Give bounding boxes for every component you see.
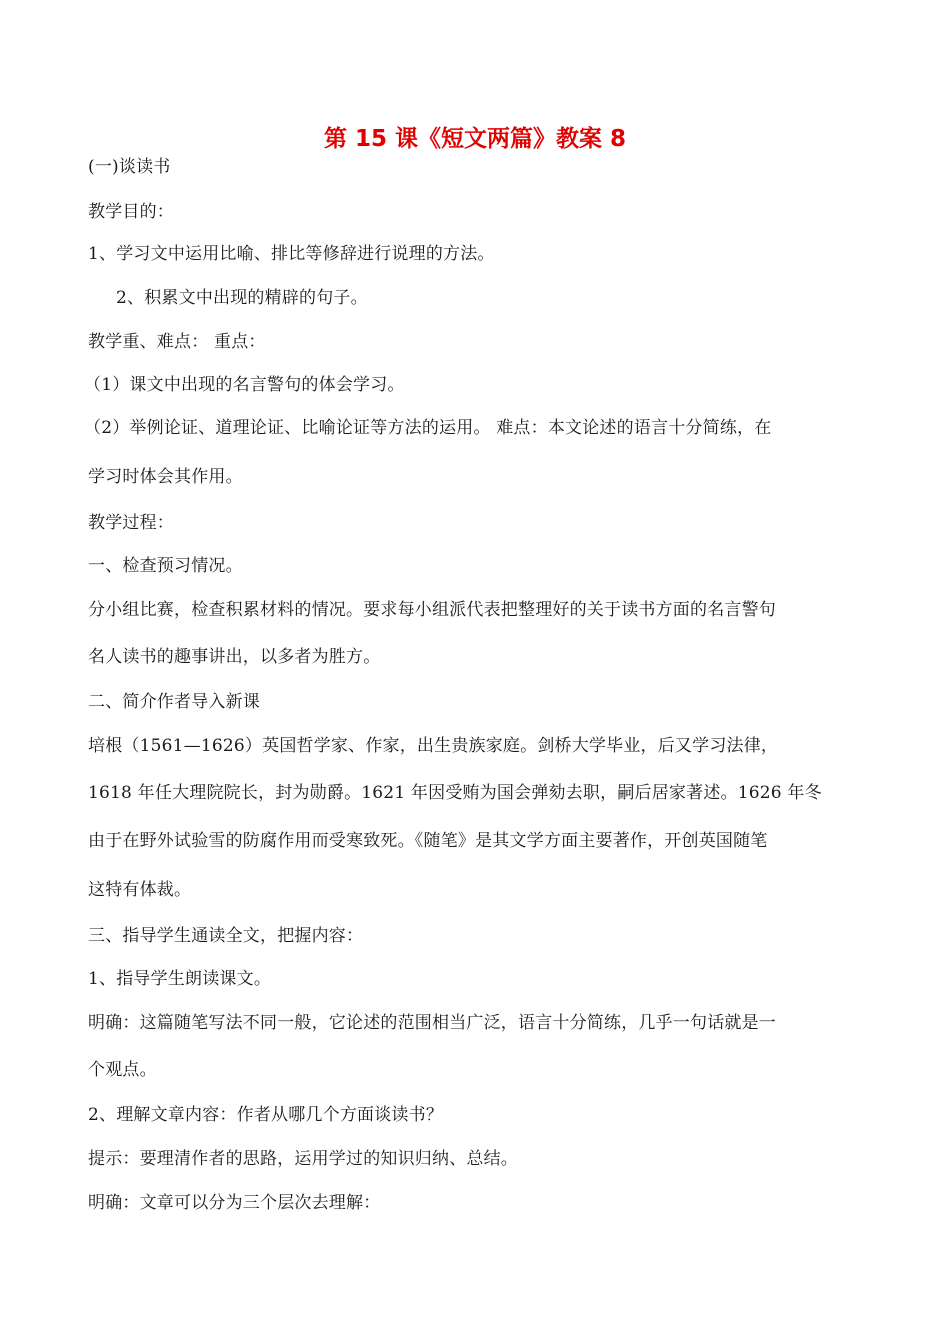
paragraph-line: 二、简介作者导入新课 <box>88 692 260 712</box>
paragraph-line: （1）课文中出现的名言警句的体会学习。 <box>84 375 405 395</box>
paragraph-line: 2、积累文中出现的精辟的句子。 <box>116 288 368 308</box>
paragraph-line: 明确：文章可以分为三个层次去理解： <box>88 1193 381 1213</box>
paragraph-line: 由于在野外试验雪的防腐作用而受寒致死。《随笔》是其文学方面主要著作，开创英国随笔 <box>88 831 768 851</box>
paragraph-line: 教学目的： <box>88 202 174 222</box>
paragraph-line: 分小组比赛，检查积累材料的情况。要求每小组派代表把整理好的关于读书方面的名言警句 <box>88 600 776 620</box>
paragraph-line: 教学重、难点： 重点： <box>88 332 266 352</box>
paragraph-line: 个观点。 <box>88 1060 157 1080</box>
paragraph-line: 1618 年任大理院院长，封为勋爵。1621 年因受贿为国会弹劾去职，嗣后居家著述。1626 年冬 <box>88 783 822 803</box>
section-heading: (一)谈读书 <box>88 157 171 177</box>
paragraph-line: （2）举例论证、道理论证、比喻论证等方法的运用。 难点：本文论述的语言十分简练，在 <box>84 418 772 438</box>
paragraph-line: 教学过程： <box>88 513 174 533</box>
paragraph-line: 学习时体会其作用。 <box>88 467 243 487</box>
paragraph-line: 培根（1561—1626）英国哲学家、作家，出生贵族家庭。剑桥大学毕业，后又学习法律， <box>88 736 779 756</box>
paragraph-line: 明确：这篇随笔写法不同一般，它论述的范围相当广泛，语言十分简练，几乎一句话就是一 <box>88 1013 776 1033</box>
paragraph-line: 2、理解文章内容：作者从哪几个方面谈读书？ <box>88 1105 444 1125</box>
paragraph-line: 1、指导学生朗读课文。 <box>88 969 272 989</box>
paragraph-line: 提示：要理清作者的思路，运用学过的知识归纳、总结。 <box>88 1149 518 1169</box>
paragraph-line: 三、指导学生通读全文，把握内容： <box>88 926 364 946</box>
paragraph-line: 名人读书的趣事讲出，以多者为胜方。 <box>88 647 381 667</box>
paragraph-line: 这特有体裁。 <box>88 880 192 900</box>
document-title: 第 15 课《短文两篇》教案 8 <box>323 126 627 152</box>
paragraph-line: 1、学习文中运用比喻、排比等修辞进行说理的方法。 <box>88 244 495 264</box>
paragraph-line: 一、检查预习情况。 <box>88 556 243 576</box>
